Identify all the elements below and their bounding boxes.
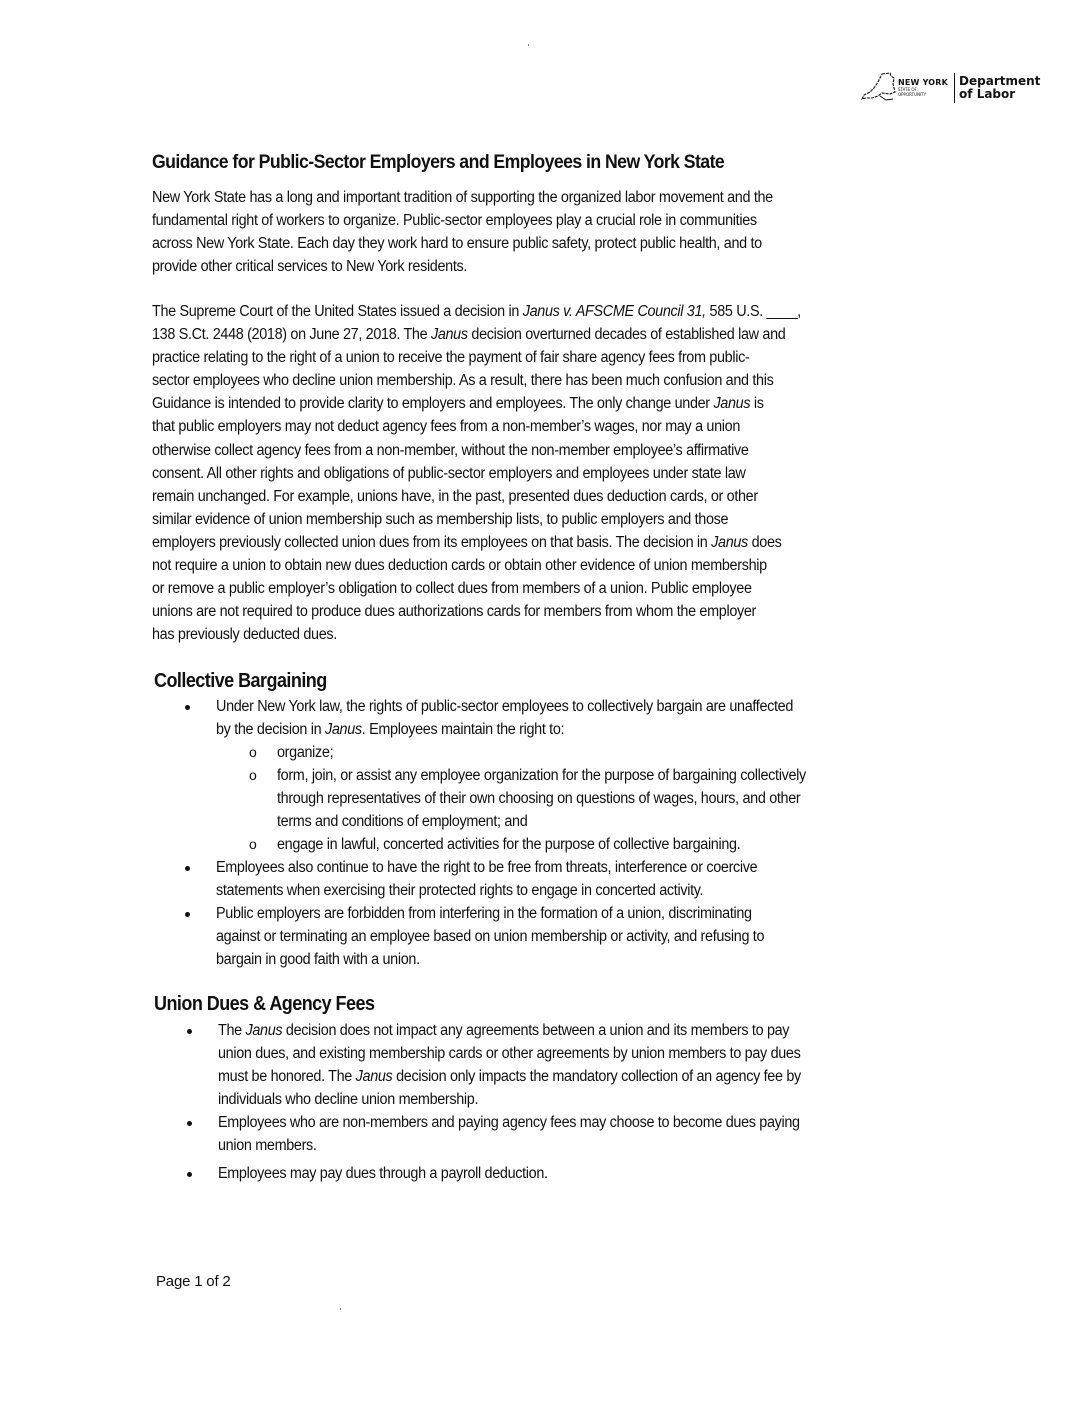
case-name: Janus xyxy=(355,1068,393,1086)
para-line: unions are not required to produce dues authorizations cards for members from whom the employer xyxy=(152,603,757,621)
janus-paragraph xyxy=(152,300,952,646)
text: decision overturned decades of established law and xyxy=(467,326,786,344)
intro-line: fundamental right of workers to organize. Public-sector employees play a crucial role in communities xyxy=(152,212,757,230)
list-item-line xyxy=(218,1019,801,1042)
intro-paragraph xyxy=(152,186,952,278)
bullet-icon xyxy=(185,912,190,917)
para-line xyxy=(152,323,900,346)
list-item-line: statements when exercising their protected rights to engage in concerted activity. xyxy=(216,882,704,900)
intro-line: across New York State. Each day they work hard to ensure public safety, protect public health, and to xyxy=(152,235,762,253)
logo-divider xyxy=(954,73,955,103)
scan-speck xyxy=(528,44,529,46)
nys-dol-logo xyxy=(860,68,1040,108)
logo-state-text xyxy=(898,79,948,97)
para-line xyxy=(152,531,900,554)
text: must be honored. The xyxy=(218,1068,356,1086)
bullet-icon xyxy=(187,1029,192,1034)
list-item-line: against or terminating an employee based on union membership or activity, and refusing to xyxy=(216,928,765,946)
sub-list-item xyxy=(277,833,773,856)
list-item-line: form, join, or assist any employee organization for the purpose of bargaining collectively xyxy=(277,767,806,784)
logo-state-name: NEW YORK xyxy=(898,78,949,87)
list-item-line: Public employers are forbidden from interfering in the formation of a union, discriminating xyxy=(216,905,752,922)
list-item xyxy=(216,695,833,741)
case-name: Janus xyxy=(245,1022,283,1039)
para-line: not require a union to obtain new dues deduction cards or obtain other evidence of union membership xyxy=(152,557,767,575)
list-item xyxy=(218,1162,571,1185)
para-line: has previously deducted dues. xyxy=(152,626,337,644)
bullet-icon xyxy=(185,705,190,710)
sub-list-item xyxy=(277,764,843,833)
section-heading-collective-bargaining: Collective Bargaining xyxy=(154,670,327,692)
intro-line: New York State has a long and important tradition of supporting the organized labor movement and the xyxy=(152,189,773,206)
text: does xyxy=(747,533,782,551)
para-line xyxy=(152,300,900,323)
logo-sub1: STATE OF xyxy=(898,87,917,92)
case-name: Janus xyxy=(713,395,751,413)
list-item-line: engage in lawful, concerted activities for the purpose of collective bargaining. xyxy=(277,836,741,853)
text: . Employees maintain the right to: xyxy=(361,721,565,739)
list-item-line: organize; xyxy=(277,744,334,761)
case-name: Janus xyxy=(711,533,748,551)
section-heading-union-dues: Union Dues & Agency Fees xyxy=(154,993,375,1015)
para-line: similar evidence of union membership such as membership lists, to public employers and those xyxy=(152,510,729,528)
para-line xyxy=(152,392,900,415)
logo-department-text xyxy=(959,75,1040,101)
logo-sub2: OPPORTUNITY xyxy=(898,92,927,97)
bullet-icon xyxy=(187,1172,192,1177)
list-item-line: union members. xyxy=(218,1137,317,1155)
text: decision does not impact any agreements between a union and its members to pay xyxy=(282,1022,790,1039)
list-item-line: individuals who decline union membership. xyxy=(218,1091,479,1109)
list-item-line: through representatives of their own choosing on questions of wages, hours, and other xyxy=(277,790,801,808)
case-citation: Janus v. AFSCME Council 31, xyxy=(522,303,706,320)
text: The Supreme Court of the United States issued a decision in xyxy=(152,303,523,320)
bullet-icon xyxy=(187,1121,192,1126)
sub-bullet-icon: o xyxy=(249,744,257,760)
list-item-line xyxy=(218,1065,801,1088)
list-item-line: Employees may pay dues through a payroll deduction. xyxy=(218,1165,548,1182)
list-item-line xyxy=(216,718,793,741)
para-line: otherwise collect agency fees from a non-member, without the non-member employee’s affirmative xyxy=(152,441,749,459)
text: is xyxy=(750,395,764,413)
bullet-icon xyxy=(185,866,190,871)
scan-speck xyxy=(340,1308,341,1310)
para-line: practice relating to the right of a union to receive the payment of fair share agency fees from public- xyxy=(152,349,750,367)
list-item-line: Employees also continue to have the right to be free from threats, interference or coercive xyxy=(216,859,758,876)
list-item-line: union dues, and existing membership cards or other agreements by union members to pay dues xyxy=(218,1045,801,1063)
case-name: Janus xyxy=(430,326,468,344)
list-item xyxy=(216,856,795,902)
para-line: or remove a public employer’s obligation to collect dues from members of a union. Public employee xyxy=(152,580,752,598)
sub-bullet-icon: o xyxy=(249,767,257,783)
list-item-line: terms and conditions of employment; and xyxy=(277,813,528,831)
text: Guidance is intended to provide clarity to employers and employees. The only change under xyxy=(152,395,714,413)
text: 585 U.S. ____, xyxy=(705,303,801,320)
text: The xyxy=(218,1022,246,1039)
list-item xyxy=(218,1111,840,1157)
list-item-line: Under New York law, the rights of public-sector employees to collectively bargain are unaffected xyxy=(216,698,794,715)
text: employers previously collected union dues from its employees on that basis. The decision in xyxy=(152,533,712,551)
logo-dept-line1: Department xyxy=(959,74,1041,88)
list-item xyxy=(218,1019,841,1111)
logo-dept-line2: of Labor xyxy=(959,87,1016,101)
para-line: remain unchanged. For example, unions have, in the past, presented dues deduction cards, or other xyxy=(152,487,758,505)
text: by the decision in xyxy=(216,721,325,739)
sub-bullet-icon: o xyxy=(249,836,257,852)
para-line: that public employers may not deduct agency fees from a non-member’s wages, nor may a union xyxy=(152,418,740,436)
page-number: Page 1 of 2 xyxy=(156,1273,231,1290)
para-line: sector employees who decline union membership. As a result, there has been much confusion and this xyxy=(152,372,774,390)
text: 138 S.Ct. 2448 (2018) on June 27, 2018. The xyxy=(152,326,431,344)
list-item xyxy=(216,902,802,971)
intro-line: provide other critical services to New York residents. xyxy=(152,258,468,276)
new-york-state-outline-icon xyxy=(860,72,896,104)
case-name: Janus xyxy=(324,721,362,739)
list-item-line: Employees who are non-members and paying agency fees may choose to become dues paying xyxy=(218,1114,800,1131)
sub-list-item xyxy=(277,741,337,764)
list-item-line: bargain in good faith with a union. xyxy=(216,951,420,969)
text: decision only impacts the mandatory collection of an agency fee by xyxy=(392,1068,801,1086)
para-line: consent. All other rights and obligations of public-sector employers and employees under state law xyxy=(152,464,746,482)
document-title: Guidance for Public-Sector Employers and Employees in New York State xyxy=(152,152,725,173)
